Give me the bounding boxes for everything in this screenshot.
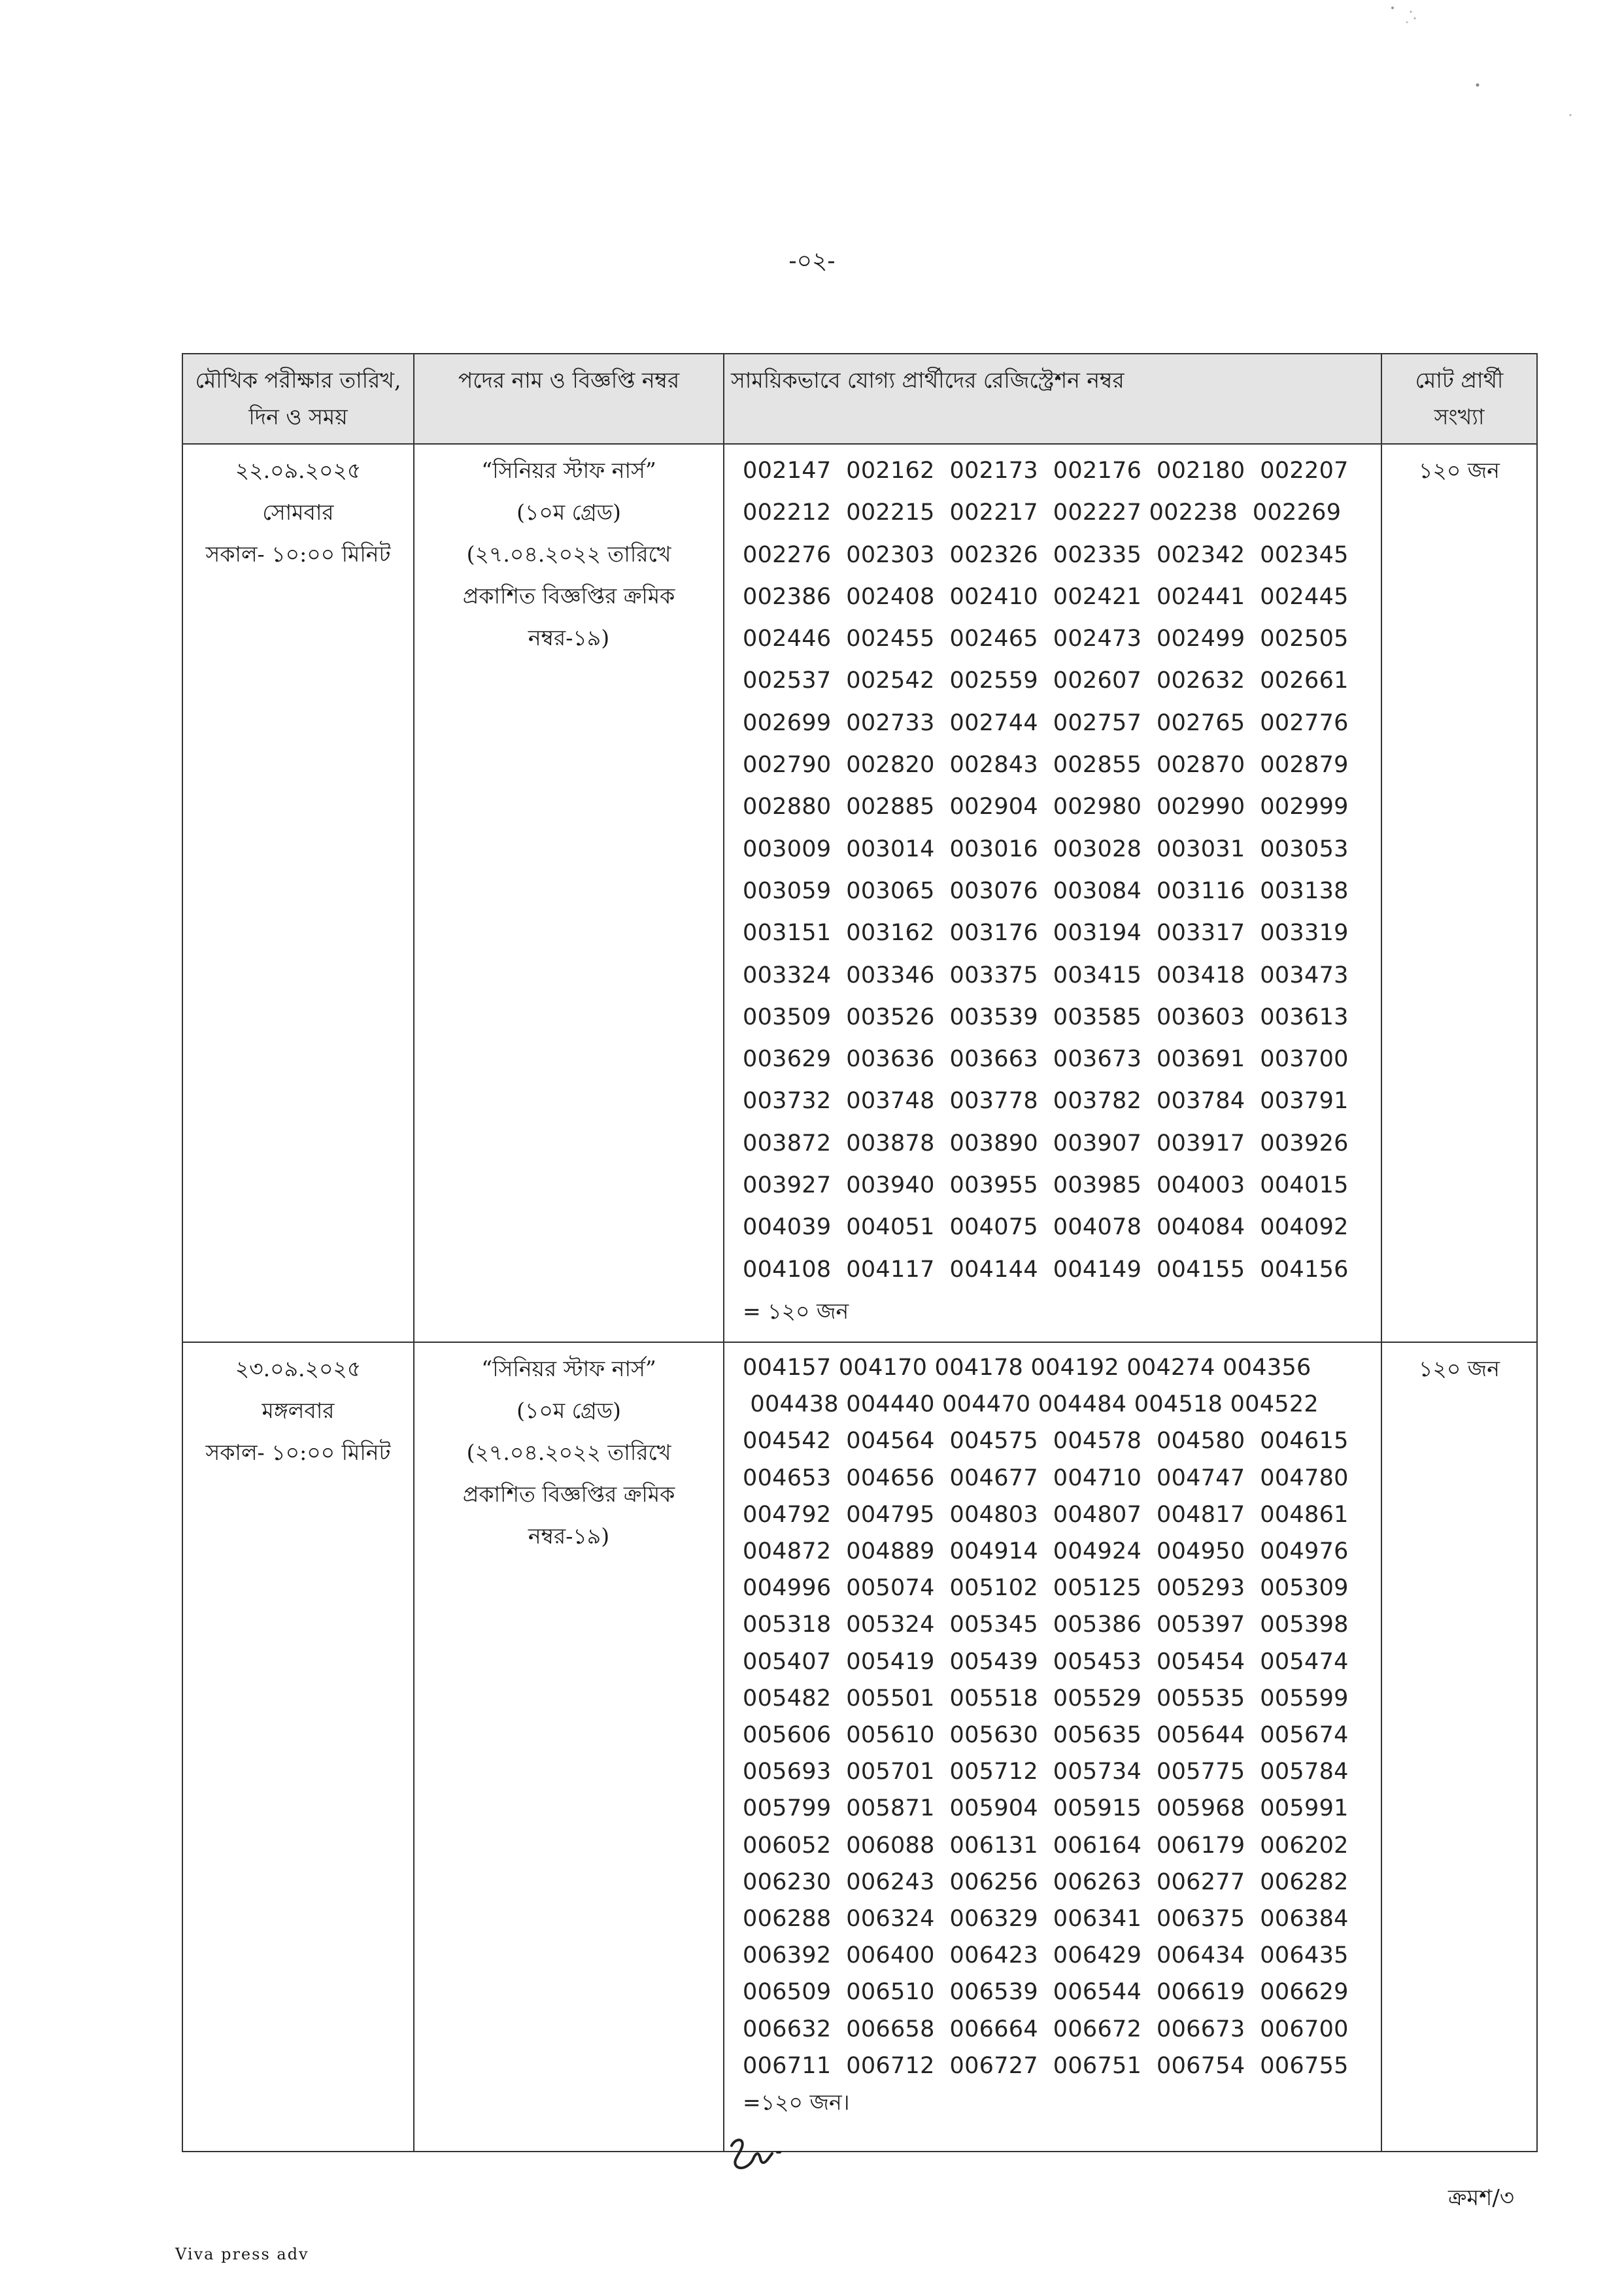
registration-total: =১২০ জন। <box>743 2089 850 2115</box>
post-grade: (১০ম গ্রেড) <box>516 499 621 525</box>
registration-line: 004108 004117 004144 004149 004155 004156 <box>743 1256 1349 1283</box>
registration-line: 004792 004795 004803 004807 004817 004861 <box>743 1501 1349 1528</box>
registration-line: 004872 004889 004914 004924 004950 004976 <box>743 1538 1349 1564</box>
registration-numbers-cell <box>724 1342 1381 2152</box>
total-candidates: ১২০ জন <box>1381 1342 1537 2152</box>
registration-total: = ১২০ জন <box>743 1298 849 1324</box>
scan-specks <box>1373 0 1608 131</box>
registration-line: 005799 005871 005904 005915 005968 005991 <box>743 1795 1349 1822</box>
registration-line: 004542 004564 004575 004578 004580 004615 <box>743 1428 1349 1455</box>
registration-line: 002212 002215 002217 002227 002238 002269 <box>743 499 1342 526</box>
notice-line: নম্বর-১৯) <box>528 1523 610 1549</box>
notice-line: নম্বর-১৯) <box>528 625 610 651</box>
viva-time: সকাল- ১০:০০ মিনিট <box>205 541 391 567</box>
notice-line: (২৭.০৪.২০২২ তারিখে <box>466 1439 671 1465</box>
registration-line: 006509 006510 006539 006544 006619 006629 <box>743 1979 1349 2006</box>
post-cell <box>414 444 724 1342</box>
notice-line: প্রকাশিত বিজ্ঞপ্তির ক্রমিক <box>462 583 675 609</box>
header-viva-date: মৌখিক পরীক্ষার তারিখ, দিন ও সময় <box>182 354 414 444</box>
registration-line: 002537 002542 002559 002607 002632 002661 <box>743 667 1349 694</box>
registration-line: 002790 002820 002843 002855 002870 002879 <box>743 752 1349 779</box>
viva-date: ২২.০৯.২০২৫ <box>235 458 362 483</box>
registration-line: 006632 006658 006664 006672 006673 006700 <box>743 2016 1349 2042</box>
total-candidates: ১২০ জন <box>1381 444 1537 1342</box>
registration-line: 006288 006324 006329 006341 006375 006384 <box>743 1905 1349 1932</box>
post-title: “সিনিয়র স্টাফ নার্স” <box>481 1355 656 1381</box>
viva-day: সোমবার <box>262 499 334 525</box>
continued-marker: ক্রমশ/৩ <box>1448 2185 1514 2211</box>
viva-time: সকাল- ১০:০০ মিনিট <box>205 1439 391 1465</box>
registration-line: 006392 006400 006423 006429 006434 006435 <box>743 1942 1349 1969</box>
registration-line: 006711 006712 006727 006751 006754 006755 <box>743 2052 1349 2079</box>
initial-signature <box>722 2133 801 2178</box>
registration-line: 004157 004170 004178 004192 004274 004356 <box>743 1354 1311 1381</box>
registration-line: 002699 002733 002744 002757 002765 002776 <box>743 709 1349 736</box>
page-number: -০২- <box>788 248 836 275</box>
viva-date-cell <box>182 444 414 1342</box>
viva-day: মঙ্গলবার <box>262 1397 335 1423</box>
header-registration-numbers: সাময়িকভাবে যোগ্য প্রার্থীদের রেজিস্ট্রেশন নম্বর <box>724 354 1381 444</box>
registration-line: 003732 003748 003778 003782 003784 003791 <box>743 1088 1349 1115</box>
registration-line: 003059 003065 003076 003084 003116 003138 <box>743 877 1349 904</box>
registration-line: 002276 002303 002326 002335 002342 002345 <box>743 541 1349 568</box>
post-grade: (১০ম গ্রেড) <box>516 1397 621 1423</box>
table-row <box>182 1342 1537 2152</box>
registration-line: 004653 004656 004677 004710 004747 004780 <box>743 1464 1349 1491</box>
registration-line: 002147 002162 002173 002176 002180 002207 <box>743 458 1349 484</box>
registration-line: 005606 005610 005630 005635 005644 005674 <box>743 1721 1349 1748</box>
registration-line: 005693 005701 005712 005734 005775 005784 <box>743 1759 1349 1785</box>
registration-line: 002446 002455 002465 002473 002499 002505 <box>743 626 1349 652</box>
registration-line: 004438 004440 004470 004484 004518 004522 <box>743 1391 1319 1418</box>
table-row <box>182 444 1537 1342</box>
registration-line: 003872 003878 003890 003907 003917 003926 <box>743 1130 1349 1157</box>
registration-line: 003629 003636 003663 003673 003691 003700 <box>743 1046 1349 1073</box>
registration-line: 003509 003526 003539 003585 003603 003613 <box>743 1004 1349 1030</box>
viva-date: ২৩.০৯.২০২৫ <box>235 1355 362 1381</box>
notice-line: (২৭.০৪.২০২২ তারিখে <box>466 541 671 567</box>
registration-line: 003927 003940 003955 003985 004003 004015 <box>743 1172 1349 1199</box>
registration-line: 003324 003346 003375 003415 003418 003473 <box>743 962 1349 988</box>
post-cell <box>414 1342 724 2152</box>
registration-line: 003009 003014 003016 003028 003031 003053 <box>743 836 1349 862</box>
registration-line: 005407 005419 005439 005453 005454 005474 <box>743 1648 1349 1675</box>
registration-line: 006230 006243 006256 006263 006277 006282 <box>743 1868 1349 1895</box>
registration-line: 004039 004051 004075 004078 004084 004092 <box>743 1214 1349 1241</box>
registration-line: 003151 003162 003176 003194 003317 003319 <box>743 920 1349 947</box>
viva-schedule-table <box>182 353 1538 2152</box>
viva-date-cell <box>182 1342 414 2152</box>
registration-line: 005318 005324 005345 005386 005397 005398 <box>743 1612 1349 1638</box>
registration-line: 004996 005074 005102 005125 005293 005309 <box>743 1575 1349 1602</box>
notice-line: প্রকাশিত বিজ্ঞপ্তির ক্রমিক <box>462 1481 675 1507</box>
registration-line: 006052 006088 006131 006164 006179 006202 <box>743 1832 1349 1859</box>
registration-numbers-cell <box>724 444 1381 1342</box>
post-title: “সিনিয়র স্টাফ নার্স” <box>481 458 656 483</box>
header-total-candidates: মোট প্রার্থী সংখ্যা <box>1381 354 1537 444</box>
registration-line: 002386 002408 002410 002421 002441 002445 <box>743 583 1349 610</box>
press-credit: Viva press adv <box>175 2245 309 2263</box>
registration-line: 005482 005501 005518 005529 005535 005599 <box>743 1685 1349 1712</box>
table-header-row <box>182 354 1537 444</box>
registration-line: 002880 002885 002904 002980 002990 002999 <box>743 794 1349 820</box>
header-post-name: পদের নাম ও বিজ্ঞপ্তি নম্বর <box>414 354 724 444</box>
